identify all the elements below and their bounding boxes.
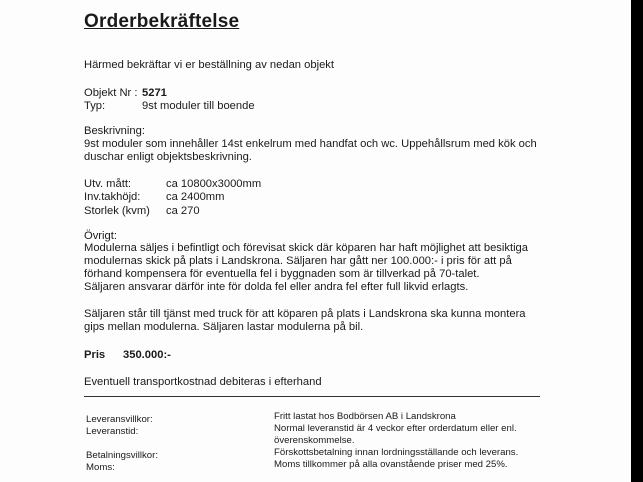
other-line: Säljaren står till tjänst med truck för att köparen på plats i Landskrona ska kunna montera [84,308,526,320]
other-line: modulernas skick på plats i Landskrona. Säljaren har gått ner 100.000:- i pris för att på [84,255,512,267]
other-line: gips mellan modulerna. Säljaren lastar modulerna på bil. [84,321,364,333]
object-type-value: 9st moduler till boende [142,100,255,112]
spec-value: ca 2400mm [166,191,225,203]
terms-value: Förskottsbetalning innan lordningsställande och leverans. [274,447,519,458]
terms-value: Fritt lastat hos Bodbörsen AB i Landskrona [274,411,456,422]
scan-edge [631,0,643,482]
spec-value: ca 270 [166,205,200,217]
other-heading: Övrigt: [84,230,117,242]
other-line: Modulerna säljes i befintligt och förevisat skick där köparen har haft möjlighet att besiktiga [84,242,528,254]
terms-label: Leveransvillkor: [86,414,153,425]
other-line: förhand kompensera för eventuella fel i byggnaden som är tillverkad på 70-talet. [84,268,480,280]
page-title: Orderbekräftelse [84,11,240,32]
other-line: Säljaren ansvarar därför inte för dolda fel eller andra fel efter full likvid erlagts. [84,281,469,293]
terms-label: Leveranstid: [86,426,139,437]
terms-value: överenskommelse. [274,435,355,446]
spec-label: Utv. mått: [84,178,132,190]
spec-value: ca 10800x3000mm [166,178,262,190]
divider [84,396,540,397]
price-label: Pris [84,349,106,361]
spec-label: Inv.takhöjd: [84,191,141,203]
intro-text: Härmed bekräftar vi er beställning av nedan objekt [84,59,334,71]
description-heading: Beskrivning: [84,125,145,137]
object-type-label: Typ: [84,100,106,112]
object-nr-label: Objekt Nr : [84,87,138,99]
terms-value: Normal leveranstid är 4 veckor efter orderdatum eller enl. [274,423,517,434]
description-line: duschar enligt objektsbeskrivning. [84,151,252,163]
terms-label: Moms: [86,462,115,473]
spec-label: Storlek (kvm) [84,205,150,217]
description-line: 9st moduler som innehåller 14st enkelrum med handfat och wc. Uppehållsrum med kök och [84,138,537,150]
object-nr-value: 5271 [142,87,167,99]
transport-note: Eventuell transportkostnad debiteras i efterhand [84,376,322,388]
terms-label: Betalningsvillkor: [86,450,158,461]
price-value: 350.000:- [123,349,171,361]
terms-value: Moms tillkommer på alla ovanstående priser med 25%. [274,459,508,470]
